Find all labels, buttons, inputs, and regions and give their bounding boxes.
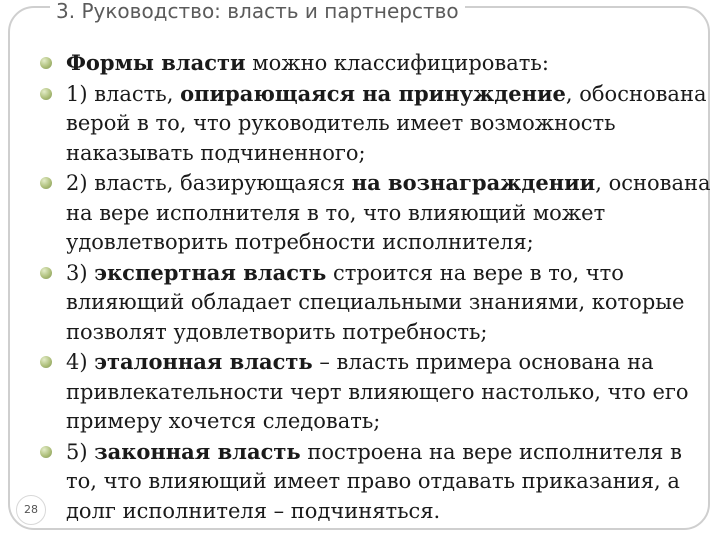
bullet-bold-text: Формы власти [66, 50, 246, 75]
bullet-dot-icon [40, 57, 52, 69]
bullet-bold-text: на вознаграждении [351, 170, 596, 195]
bullet-text: строится на вере в то, что влияющий обладает специальными знаниями, которые позволят удовлетворить потребность; [66, 260, 685, 344]
bullet-bold-text: экспертная власть [94, 259, 327, 285]
bullet-list [36, 48, 712, 526]
bullet-text: , обоснована верой в то, что руководитель имеет возможность наказывать подчиненного; [66, 81, 707, 165]
bullet-text: , основана на вере исполнителя в то, что влияющий может удовлетворить потребности исполнителя; [66, 171, 711, 254]
bullet-text: 4) [66, 350, 95, 374]
bullet-item [36, 48, 712, 79]
bullet-item [36, 168, 712, 258]
bullet-bold-text: законная власть [94, 438, 301, 464]
bullet-item [36, 347, 712, 437]
bullet-text: 1) власть, [66, 81, 181, 106]
bullet-text: 3) [66, 260, 95, 285]
slide-frame [8, 0, 711, 530]
bullet-text: 2) власть, базирующаяся [66, 171, 352, 195]
bullet-bold-text: опирающаяся на принуждение [180, 80, 566, 106]
bullet-text: построена на вере исполнителя в то, что влияющий имеет право отдавать приказания, а долг исполнителя – подчиняться. [66, 439, 682, 523]
bullet-dot-icon [40, 446, 52, 458]
page-number: 28 [16, 495, 46, 525]
bullet-item [36, 79, 712, 169]
slide-title: 3. Руководство: власть и партнерство [50, 0, 465, 22]
bullet-bold-text: эталонная власть [94, 349, 313, 374]
bullet-text: 5) [66, 439, 95, 464]
bullet-item [36, 437, 712, 527]
bullet-dot-icon [40, 177, 52, 189]
bullet-item [36, 258, 712, 348]
bullet-text: – власть примера основана на привлекательности черт влияющего настолько, что его примеру хочется следовать; [66, 350, 689, 433]
bullet-dot-icon [40, 88, 52, 100]
bullet-dot-icon [40, 356, 52, 368]
bullet-text: можно классифицировать: [245, 51, 549, 75]
bullet-dot-icon [40, 267, 52, 279]
